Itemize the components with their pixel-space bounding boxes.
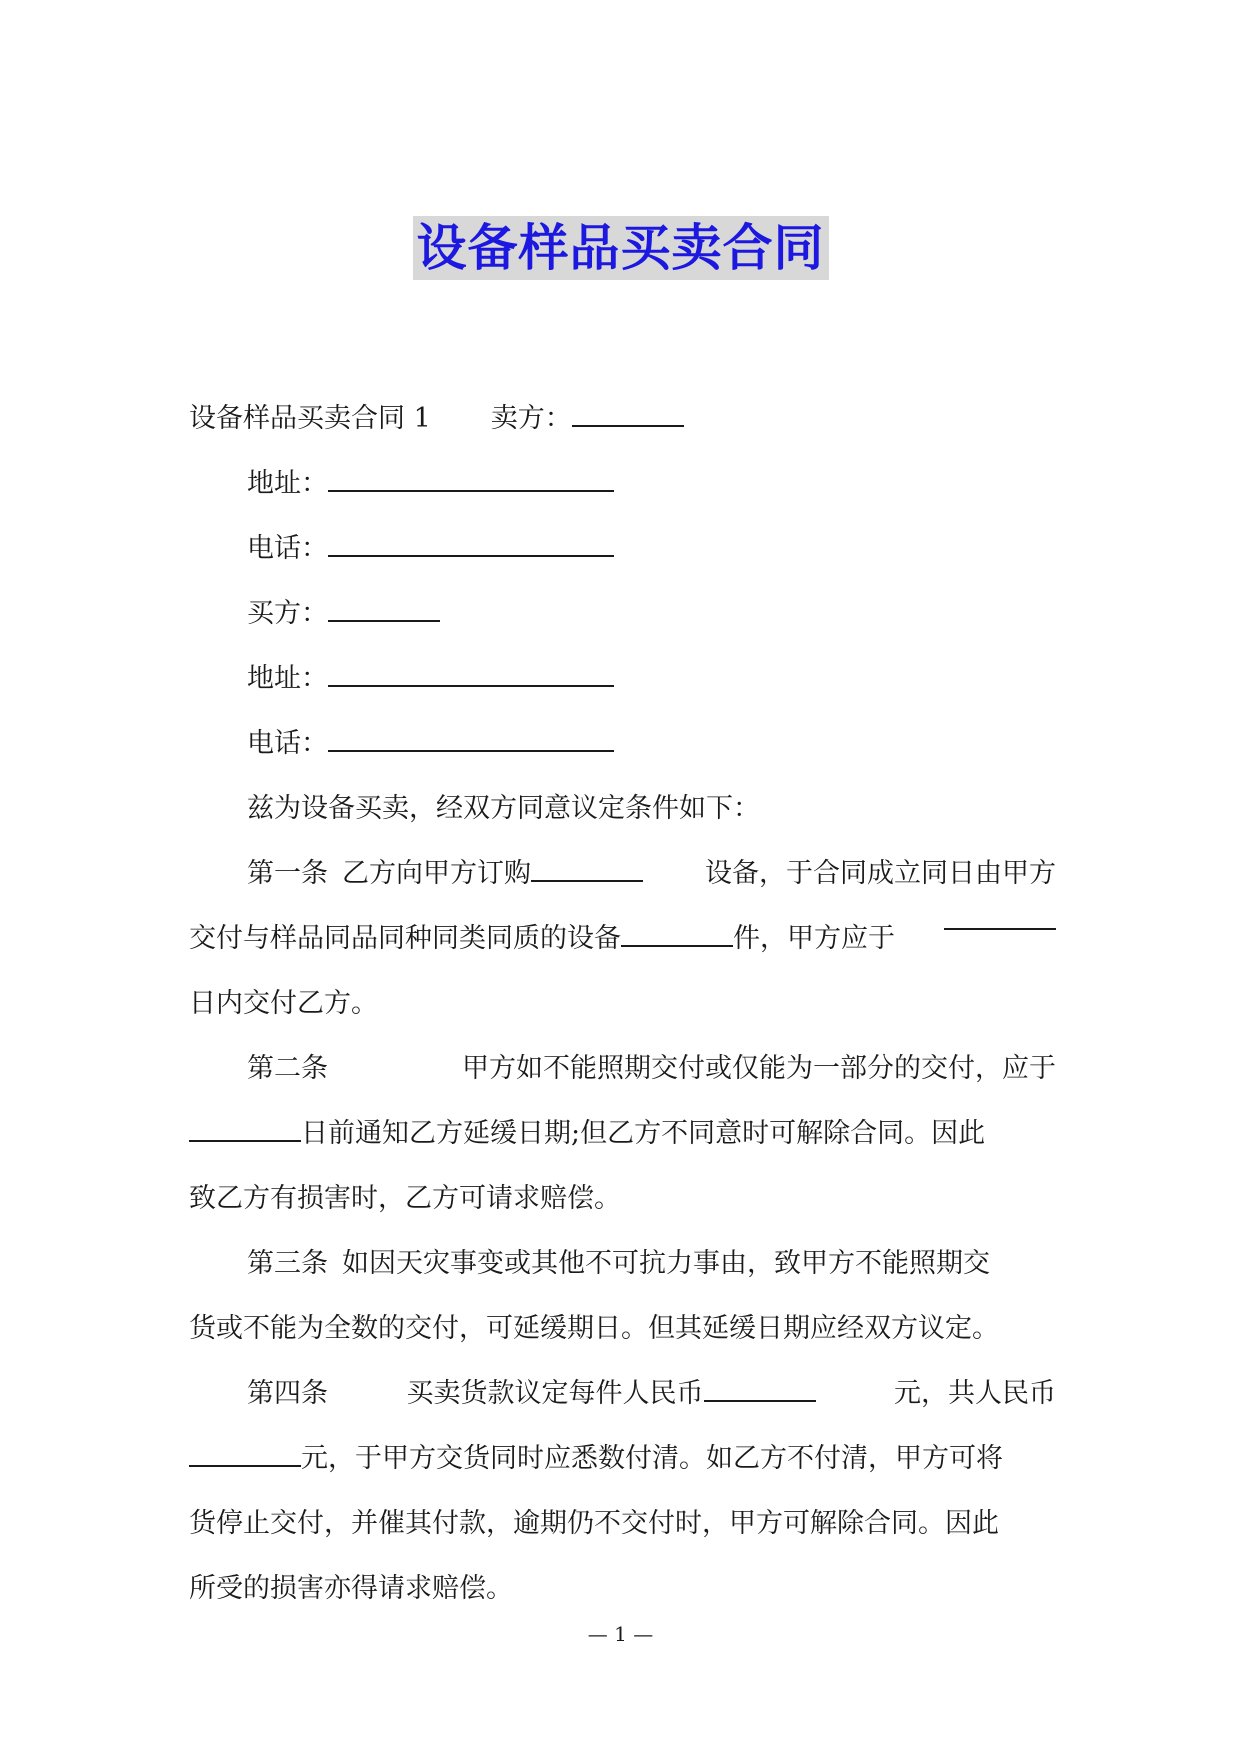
- article-2: [189, 1036, 1056, 1231]
- intro-text: 兹为设备买卖，经双方同意议定条件如下：: [247, 793, 760, 824]
- article-2-text: 甲方如不能照期交付或仅能为一部分的交付，应于: [462, 1053, 1056, 1084]
- article-3-row-1: [189, 1231, 1056, 1296]
- article-1-equipment-blank: [531, 858, 643, 882]
- seller-address-line: [189, 451, 1056, 516]
- seller-phone-blank: [328, 533, 614, 557]
- article-2-date-blank: [189, 1118, 301, 1142]
- buyer-address-blank: [328, 663, 614, 687]
- article-3: [189, 1231, 1056, 1361]
- buyer-line: [189, 581, 1056, 646]
- article-1-row-1: [189, 841, 1056, 906]
- article-4-text: 元，于甲方交货同时应悉数付清。如乙方不付清，甲方可将: [301, 1443, 1003, 1474]
- article-4-text: 所受的损害亦得请求赔偿。: [189, 1573, 513, 1604]
- seller-address-blank: [328, 468, 614, 492]
- buyer-label: 买方：: [247, 598, 328, 629]
- seller-label: 卖方：: [490, 403, 572, 434]
- article-2-heading: 第二条: [247, 1053, 328, 1084]
- article-4-row-2: [189, 1426, 1056, 1491]
- article-4-row-3: [189, 1491, 1056, 1556]
- article-1-row-3: [189, 971, 1056, 1036]
- article-4-text: 元，共人民币: [894, 1378, 1056, 1409]
- article-1-text: 日内交付乙方。: [189, 988, 378, 1019]
- article-3-text: 货或不能为全数的交付，可延缓期日。但其延缓日期应经双方议定。: [189, 1313, 999, 1344]
- buyer-address-label: 地址：: [247, 663, 328, 694]
- buyer-name-blank: [328, 598, 440, 622]
- article-4-heading: 第四条: [247, 1378, 328, 1409]
- article-1-text: 设备，于合同成立同日由甲方: [705, 858, 1056, 889]
- document-body: [189, 386, 1056, 1621]
- document-title: 设备样品买卖合同: [413, 216, 829, 280]
- article-1-row-2: [189, 906, 1056, 971]
- article-2-text: 致乙方有损害时，乙方可请求赔偿。: [189, 1183, 621, 1214]
- article-1-days-blank: [944, 906, 1056, 930]
- title-container: [0, 216, 1241, 280]
- seller-address-label: 地址：: [247, 468, 328, 499]
- article-4-row-4: [189, 1556, 1056, 1621]
- article-2-row-1: [189, 1036, 1056, 1101]
- article-4-total-blank: [189, 1443, 301, 1467]
- article-1-text: 乙方向甲方订购: [342, 858, 531, 889]
- article-2-text: 日前通知乙方延缓日期;但乙方不同意时可解除合同。因此: [301, 1118, 986, 1149]
- article-3-heading: 第三条: [247, 1248, 328, 1279]
- seller-name-blank: [572, 403, 684, 427]
- article-2-row-3: [189, 1166, 1056, 1231]
- article-3-text: 如因天灾事变或其他不可抗力事由，致甲方不能照期交: [342, 1248, 990, 1279]
- buyer-phone-label: 电话：: [247, 728, 328, 759]
- article-1-heading: 第一条: [247, 858, 328, 889]
- article-4-text: 买卖货款议定每件人民币: [406, 1378, 704, 1409]
- page-number: — 1 —: [587, 1622, 654, 1646]
- article-1-quantity-blank: [621, 923, 733, 947]
- article-4-text: 货停止交付，并催其付款，逾期仍不交付时，甲方可解除合同。因此: [189, 1508, 999, 1539]
- article-1: [189, 841, 1056, 1036]
- article-3-row-2: [189, 1296, 1056, 1361]
- article-1-text: 交付与样品同品同种同类同质的设备: [189, 923, 621, 954]
- article-4-unit-price-blank: [704, 1378, 816, 1402]
- article-2-row-2: [189, 1101, 1056, 1166]
- contract-name: 设备样品买卖合同 1: [189, 403, 431, 434]
- buyer-address-line: [189, 646, 1056, 711]
- seller-phone-label: 电话：: [247, 533, 328, 564]
- article-4-row-1: [189, 1361, 1056, 1426]
- article-1-text: 件，甲方应于: [733, 923, 895, 954]
- article-4: [189, 1361, 1056, 1621]
- buyer-phone-line: [189, 711, 1056, 776]
- header-line: [189, 386, 1056, 451]
- seller-phone-line: [189, 516, 1056, 581]
- intro-paragraph: [189, 776, 1056, 841]
- buyer-phone-blank: [328, 728, 614, 752]
